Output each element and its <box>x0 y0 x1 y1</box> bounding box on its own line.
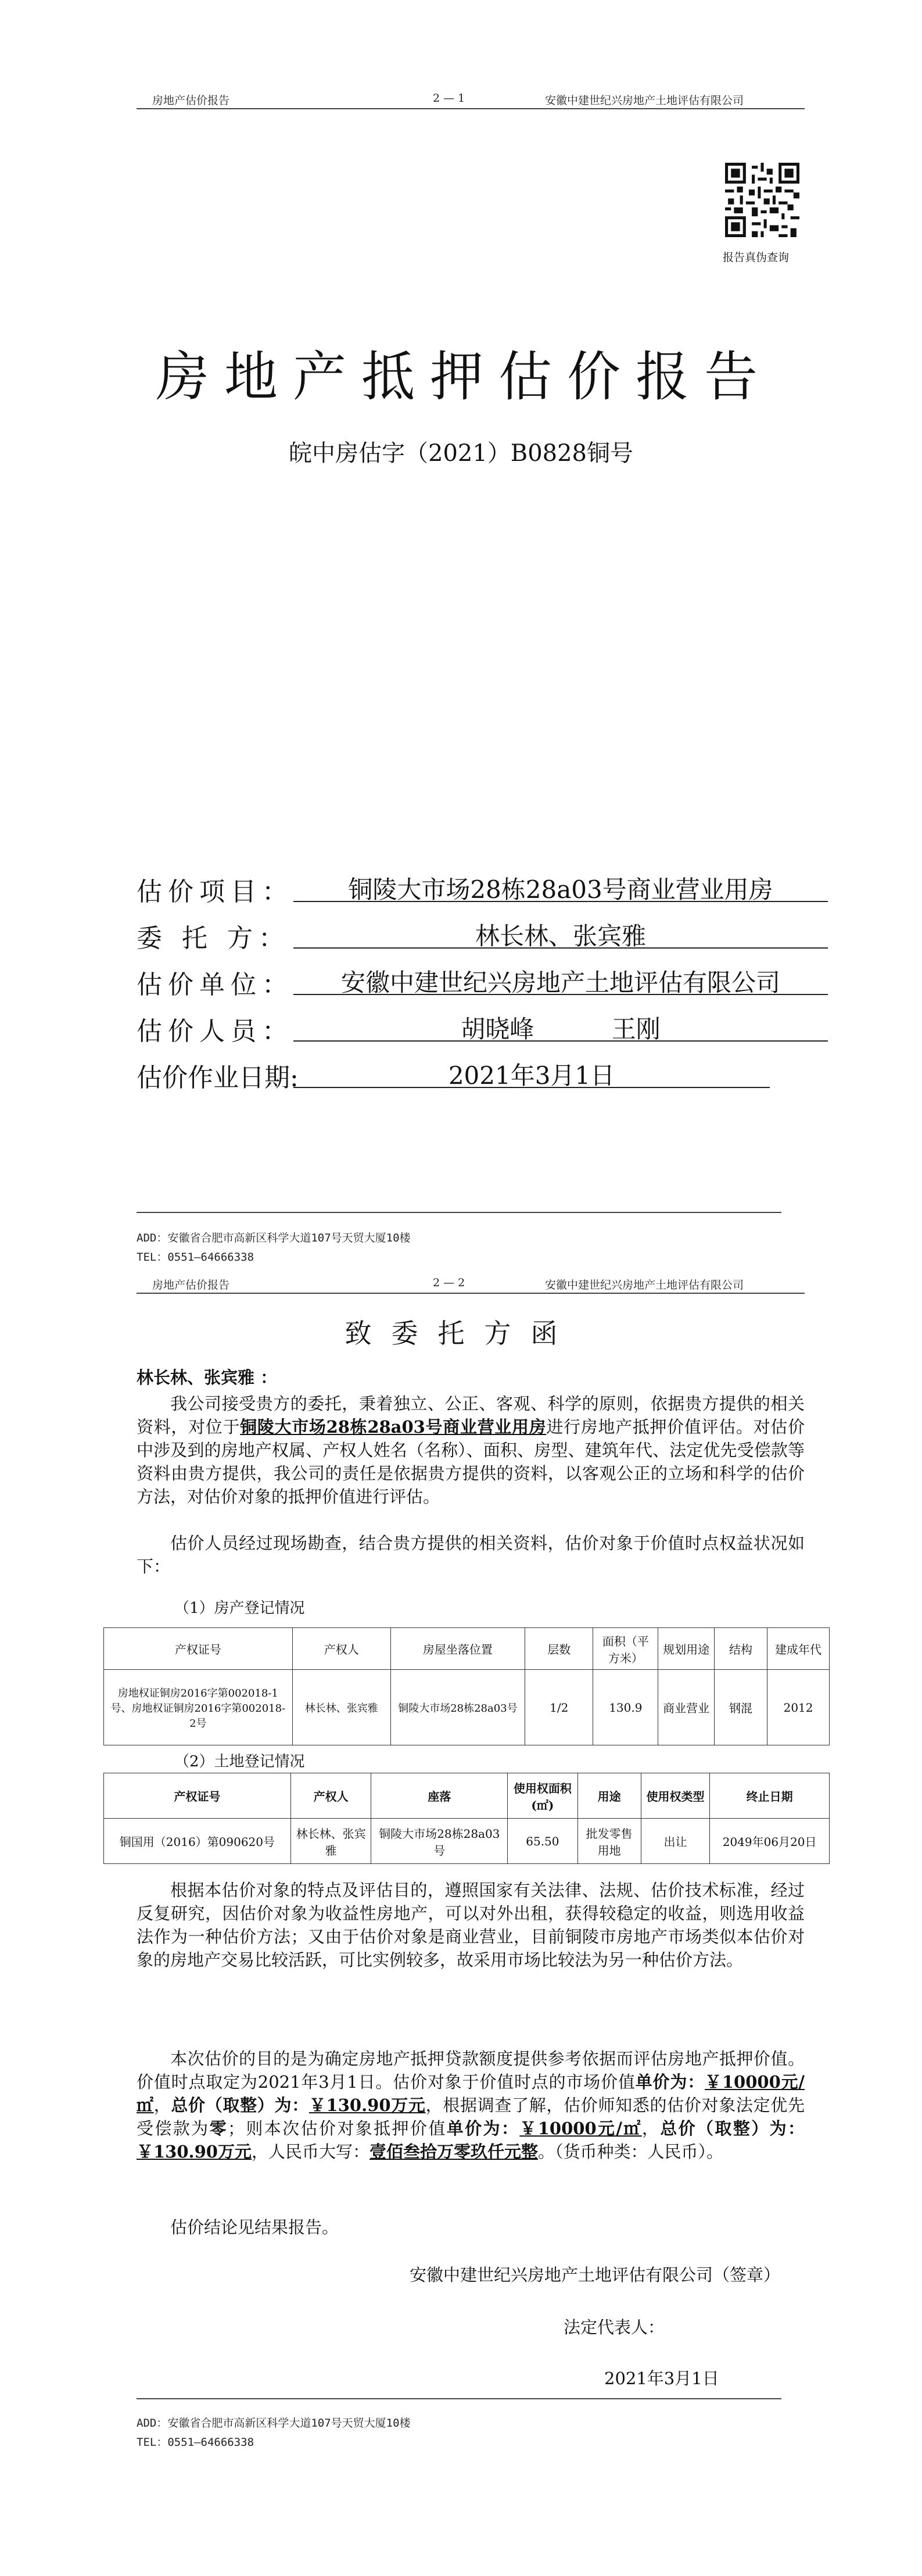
field-label-appraisers: 估价人员： <box>137 1017 293 1046</box>
field-label-project: 估价项目： <box>137 877 293 907</box>
t2-header-use: 用途 <box>577 1773 641 1819</box>
t2-cell-cert: 铜国用（2016）第090620号 <box>104 1819 291 1864</box>
paragraph-valuation: 本次估价的目的是为确定房地产抵押贷款额度提供参考依据而评估房地产抵押价值。价值时点取定为2021年3月1日。估价对象于价值时点的市场价值单价为：￥10000元/㎡，总价（取整）为：￥130.90万元，根据调查了解，估价师知悉的估价对象法定优先受偿款为零；则本次估价对象抵押价值单价为：￥10000元/㎡，总价（取整）为：￥130.90万元，人民币大写：壹佰叁拾万零玖仟元整。（货币种类：人民币）。 <box>137 2049 805 2162</box>
t1-header-floors: 层数 <box>525 1628 593 1670</box>
page2-header-rule <box>137 1293 805 1294</box>
house-registration-table <box>103 1627 830 1745</box>
report-title: 房地产抵押估价报告 <box>156 346 773 408</box>
land-registration-table <box>103 1773 830 1864</box>
t1-header-year: 建成年代 <box>767 1628 830 1670</box>
t1-header-cert: 产权证号 <box>104 1628 293 1670</box>
signature-legal-rep: 法定代表人： <box>564 2317 665 2337</box>
t1-header-use: 规划用途 <box>658 1628 714 1670</box>
report-number: 皖中房估字（2021）B0828铜号 <box>289 440 633 467</box>
paragraph-commission: 我公司接受贵方的委托，秉着独立、公正、客观、科学的原则，依据贵方提供的相关资料，对位于铜陵大市场28栋28a03号商业营业用房进行房地产抵押价值评估。对估价中涉及到的房地产权属、产权人姓名（名称）、面积、房型、建筑年代、法定优先受偿款等资料由贵方提供，我公司的责任是依据贵方提供的资料，以客观公正的立场和科学的估价方法，对估价对象的抵押价值进行评估。 <box>137 1394 805 1507</box>
page2-header-page: 2 — 2 <box>433 1276 465 1289</box>
t2-header-owner: 产权人 <box>290 1773 371 1819</box>
field-value-appraisers: 胡晓峰 王刚 <box>293 1010 828 1042</box>
t2-header-cert: 产权证号 <box>104 1773 291 1819</box>
t1-cell-cert: 房地权证铜房2016字第002018-1号、房地权证铜房2016字第002018-2号 <box>104 1670 293 1745</box>
page1-header-left: 房地产估价报告 <box>152 94 230 107</box>
page1-footer-tel: TEL：0551—64666338 <box>137 1251 254 1264</box>
signature-date: 2021年3月1日 <box>604 2369 719 2388</box>
page1-header-right: 安徽中建世纪兴房地产土地评估有限公司 <box>545 94 744 107</box>
qr-caption: 报告真伪查询 <box>723 251 790 264</box>
field-label-client: 委 托 方： <box>137 924 290 953</box>
amount-in-words: 壹佰叁拾万零玖仟元整 <box>369 2142 539 2162</box>
section-land-registration: （2）土地登记情况 <box>174 1753 305 1770</box>
t1-header-owner: 产权人 <box>292 1628 390 1670</box>
t2-cell-right-type: 出让 <box>641 1819 710 1864</box>
t1-header-area: 面积（平方米） <box>593 1628 658 1670</box>
t2-header-right-type: 使用权类型 <box>641 1773 710 1819</box>
t1-header-structure: 结构 <box>714 1628 767 1670</box>
page1-footer-address: ADD：安徽省合肥市高新区科学大道107号天贸大厦10楼 <box>137 1232 411 1244</box>
field-value-client: 林长林、张宾雅 <box>293 917 828 949</box>
paragraph-conclusion: 估价结论见结果报告。 <box>170 2217 339 2237</box>
paragraph-methods: 根据本估价对象的特点及评估目的，遵照国家有关法律、法规、估价技术标准，经过反复研究，因估价对象为收益性房地产，可以对外出租，获得较稳定的收益，则选用收益法作为一种估价方法；又由于估价对象是商业营业，目前铜陵市房地产市场类似本估价对象的房地产交易比较活跃，可比实例较多，故采用市场比较法为另一种估价方法。 <box>137 1880 805 1970</box>
mortgage-unit-price: ￥10000元/㎡ <box>519 2119 642 2138</box>
t1-cell-location: 铜陵大市场28栋28a03号 <box>390 1670 525 1745</box>
page2-footer-tel: TEL：0551—64666338 <box>137 2436 254 2449</box>
letter-title: 致委托方函 <box>345 1318 577 1349</box>
t1-cell-floors: 1/2 <box>525 1670 593 1745</box>
t2-header-end-date: 终止日期 <box>710 1773 830 1819</box>
t1-cell-area: 130.9 <box>593 1670 658 1745</box>
t1-cell-year: 2012 <box>767 1670 830 1745</box>
salutation: 林长林、张宾雅 ： <box>137 1368 278 1387</box>
page2-header-right: 安徽中建世纪兴房地产土地评估有限公司 <box>545 1279 744 1291</box>
t1-cell-structure: 钢混 <box>714 1670 767 1745</box>
field-value-firm: 安徽中建世纪兴房地产土地评估有限公司 <box>293 964 828 995</box>
t2-header-location: 座落 <box>371 1773 508 1819</box>
t2-cell-area: 65.50 <box>508 1819 577 1864</box>
paragraph-survey: 估价人员经过现场勘查，结合贵方提供的相关资料，估价对象于价值时点权益状况如下： <box>137 1533 805 1576</box>
page1-footer-rule <box>137 1212 781 1213</box>
market-total-price: ￥130.90万元 <box>308 2095 426 2115</box>
t2-cell-use: 批发零售用地 <box>577 1819 641 1864</box>
t1-cell-owner: 林长林、张宾雅 <box>292 1670 390 1745</box>
property-address: 铜陵大市场28栋28a03号商业营业用房 <box>240 1417 547 1437</box>
market-unit-price: ￥10000元/㎡ <box>137 2072 805 2115</box>
page1-header-rule <box>137 108 805 109</box>
page1-header-page: 2 — 1 <box>433 92 465 105</box>
signature-company: 安徽中建世纪兴房地产土地评估有限公司（签章） <box>410 2265 781 2285</box>
page2-footer-rule <box>137 2398 781 2399</box>
qr-code-icon[interactable] <box>725 163 799 237</box>
field-value-date: 2021年3月1日 <box>293 1057 770 1088</box>
t2-cell-end-date: 2049年06月20日 <box>710 1819 830 1864</box>
t2-cell-location: 铜陵大市场28栋28a03号 <box>371 1819 508 1864</box>
t1-cell-use: 商业营业 <box>658 1670 714 1745</box>
t2-header-area: 使用权面积(㎡) <box>508 1773 577 1819</box>
page2-header-left: 房地产估价报告 <box>152 1279 230 1291</box>
field-label-date: 估价作业日期: <box>137 1063 299 1093</box>
field-label-firm: 估价单位： <box>137 970 293 1000</box>
t2-cell-owner: 林长林、张宾雅 <box>290 1819 371 1864</box>
mortgage-total-price: ￥130.90万元 <box>137 2142 252 2162</box>
section-house-registration: （1）房产登记情况 <box>174 1600 305 1617</box>
t1-header-location: 房屋坐落位置 <box>390 1628 525 1670</box>
page2-footer-address: ADD：安徽省合肥市高新区科学大道107号天贸大厦10楼 <box>137 2417 411 2430</box>
field-value-project: 铜陵大市场28栋28a03号商业营业用房 <box>293 871 828 902</box>
